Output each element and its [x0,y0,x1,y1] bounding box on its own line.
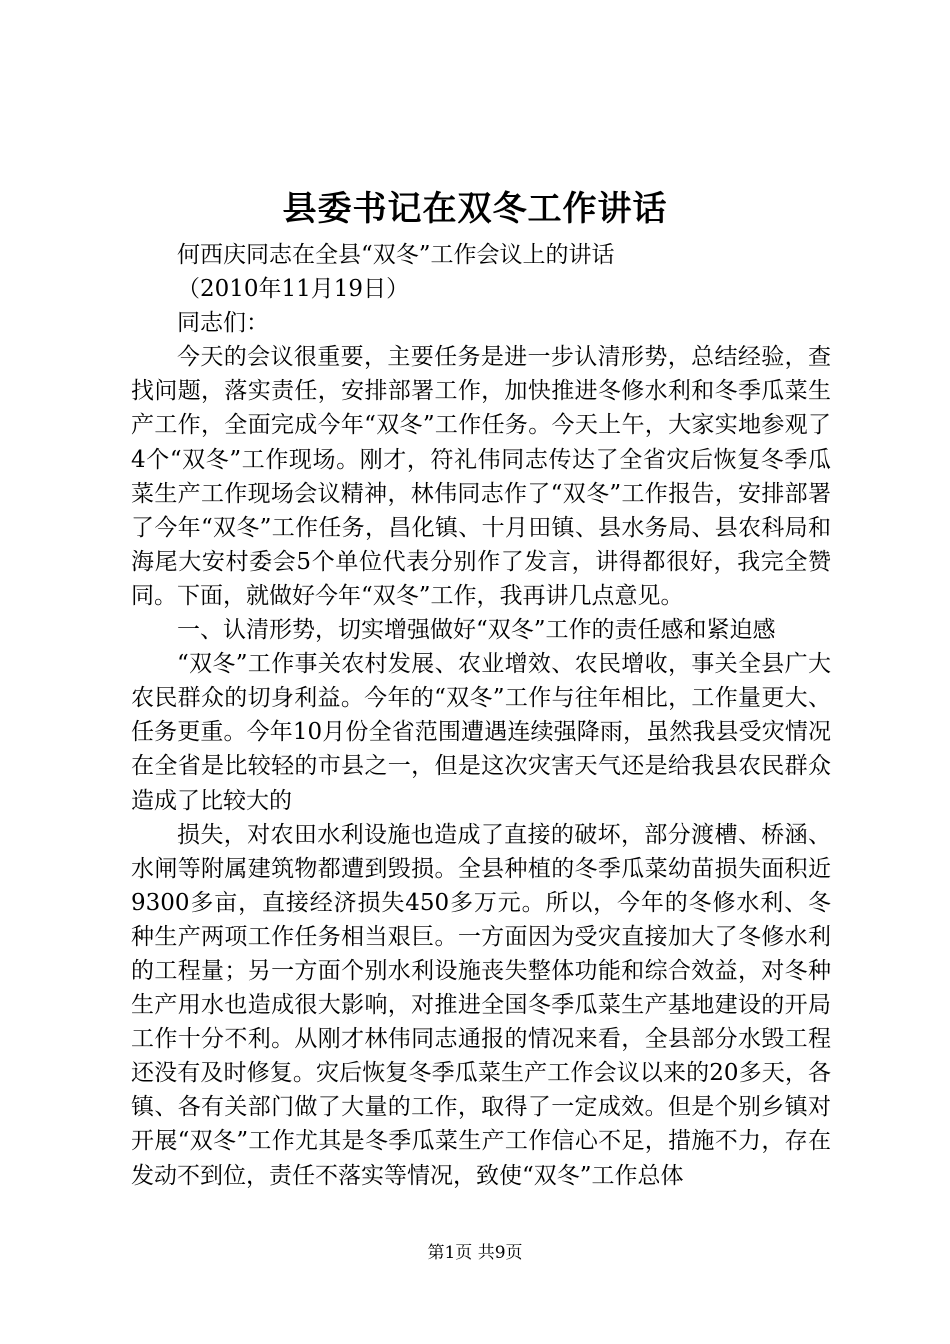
paragraph-losses: 损失，对农田水利设施也造成了直接的破坏，部分渡槽、桥涵、水闸等附属建筑物都遭到毁损。全县种植的冬季瓜菜幼苗损失面积近9300多亩，直接经济损失450多万元。所以，今年的冬修水利、冬种生产两项工作任务相当艰巨。一方面因为受灾直接加大了冬修水利的工程量；另一方面个别水利设施丧失整体功能和综合效益，对冬种生产用水也造成很大影响，对推进全国冬季瓜菜生产基地建设的开局工作十分不利。从刚才林伟同志通报的情况来看，全县部分水毁工程还没有及时修复。灾后恢复冬季瓜菜生产工作会议以来的20多天，各镇、各有关部门做了大量的工作，取得了一定成效。但是个别乡镇对开展“双冬”工作尤其是冬季瓜菜生产工作信心不足，措施不力，存在发动不到位，责任不落实等情况，致使“双冬”工作总体 [131,821,831,1189]
document-title: 县委书记在双冬工作讲话 [282,189,668,229]
salutation: 同志们： [177,310,269,337]
paragraph-intro: 今天的会议很重要，主要任务是进一步认清形势，总结经验，查找问题，落实责任，安排部署工作，加快推进冬修水利和冬季瓜菜生产工作，全面完成今年“双冬”工作任务。今天上午，大家实地参观了4个“双冬”工作现场。刚才，符礼伟同志传达了全省灾后恢复冬季瓜菜生产工作现场会议精神，林伟同志作了“双冬”工作报告，安排部署了今年“双冬”工作任务，昌化镇、十月田镇、县水务局、县农科局和海尾大安村委会5个单位代表分别作了发言，讲得都很好，我完全赞同。下面，就做好今年“双冬”工作，我再讲几点意见。 [131,344,831,609]
speech-date: （2010年11月19日） [177,276,410,303]
speech-subtitle: 何西庆同志在全县“双冬”工作会议上的讲话 [177,242,615,268]
document-body [131,238,831,1193]
page-indicator: 第1页 共9页 [427,1243,523,1263]
paragraph-section-1: “双冬”工作事关农村发展、农业增效、农民增收，事关全县广大农民群众的切身利益。今年的“双冬”工作与往年相比，工作量更大、任务更重。今年10月份全省范围遭遇连续强降雨，虽然我县受灾情况在全省是比较轻的市县之一，但是这次灾害天气还是给我县农民群众造成了比较大的 [131,651,831,814]
section-heading-1: 一、认清形势，切实增强做好“双冬”工作的责任感和紧迫感 [177,617,776,644]
